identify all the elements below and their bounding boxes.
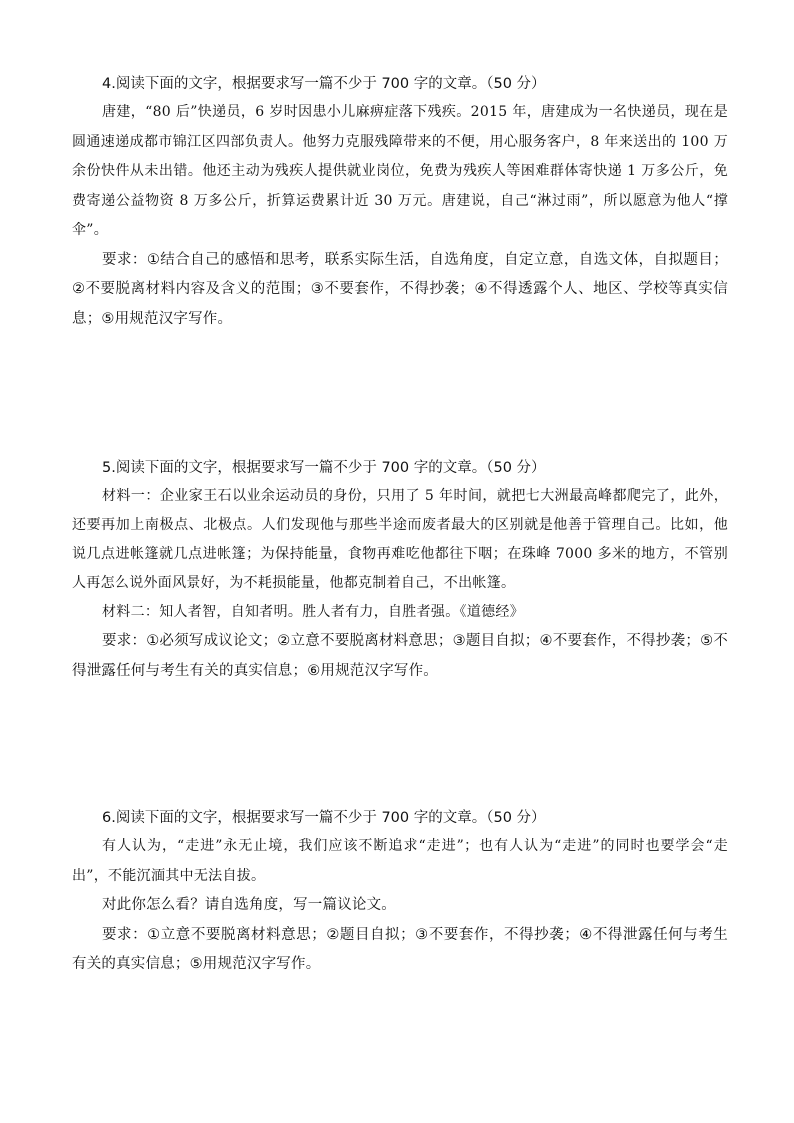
question-6 <box>72 804 728 980</box>
question-4-material: 唐建，“80 后”快递员，6 岁时因患小儿麻痹症落下残疾。2015 年，唐建成为一名快递员，现在是圆通速递成都市锦江区四部负责人。他努力克服残障带来的不便，用心服务客户，8 年来送出的 100 万余份快件从未出错。他还主动为残疾人提供就业岗位，免费为残疾人等困难群体寄快递 1 万多公斤，免费寄递公益物资 8 万多公斤，折算运费累计近 30 万元。唐建说，自己“淋过雨”，所以愿意为他人“撑伞”。 <box>72 104 728 238</box>
question-6-requirements: 要求：①立意不要脱离材料意思；②题目自拟；③不要套作，不得抄袭；④不得泄露任何与考生有关的真实信息；⑤用规范汉字写作。 <box>72 926 728 972</box>
question-4 <box>72 70 728 334</box>
question-5-material-1: 材料一：企业家王石以业余运动员的身份，只用了 5 年时间，就把七大洲最高峰都爬完了，此外，还要再加上南极点、北极点。人们发现他与那些半途而废者最大的区别就是他善于管理自己。比如，他说几点进帐篷就几点进帐篷；为保持能量，食物再难吃他都往下咽；在珠峰 7000 多米的地方，不管别人再怎么说外面风景好，为不耗损能量，他都克制着自己，不出帐篷。 <box>72 488 728 591</box>
question-6-material: 有人认为，“走进”永无止境，我们应该不断追求“走进”；也有人认为“走进”的同时也要学会“走出”，不能沉湎其中无法自拔。 <box>72 838 728 884</box>
question-5-title: 5.阅读下面的文字，根据要求写一篇不少于 700 字的文章。（50 分） <box>102 460 546 476</box>
question-6-title: 6.阅读下面的文字，根据要求写一篇不少于 700 字的文章。（50 分） <box>102 810 546 826</box>
question-5-material-2: 材料二：知人者智，自知者明。胜人者有力，自胜者强。《道德经》 <box>102 604 524 620</box>
question-4-title: 4.阅读下面的文字，根据要求写一篇不少于 700 字的文章。（50 分） <box>102 76 546 92</box>
question-4-requirements: 要求：①结合自己的感悟和思考，联系实际生活，自选角度，自定立意，自选文体，自拟题目；②不要脱离材料内容及含义的范围；③不要套作，不得抄袭；④不得透露个人、地区、学校等真实信息；⑤用规范汉字写作。 <box>72 251 728 327</box>
question-5 <box>72 454 728 686</box>
question-5-requirements: 要求：①必须写成议论文；②立意不要脱离材料意思；③题目自拟；④不要套作，不得抄袭；⑤不得泄露任何与考生有关的真实信息；⑥用规范汉字写作。 <box>72 633 728 679</box>
question-6-prompt: 对此你怎么看？请自选角度，写一篇议论文。 <box>102 897 396 913</box>
